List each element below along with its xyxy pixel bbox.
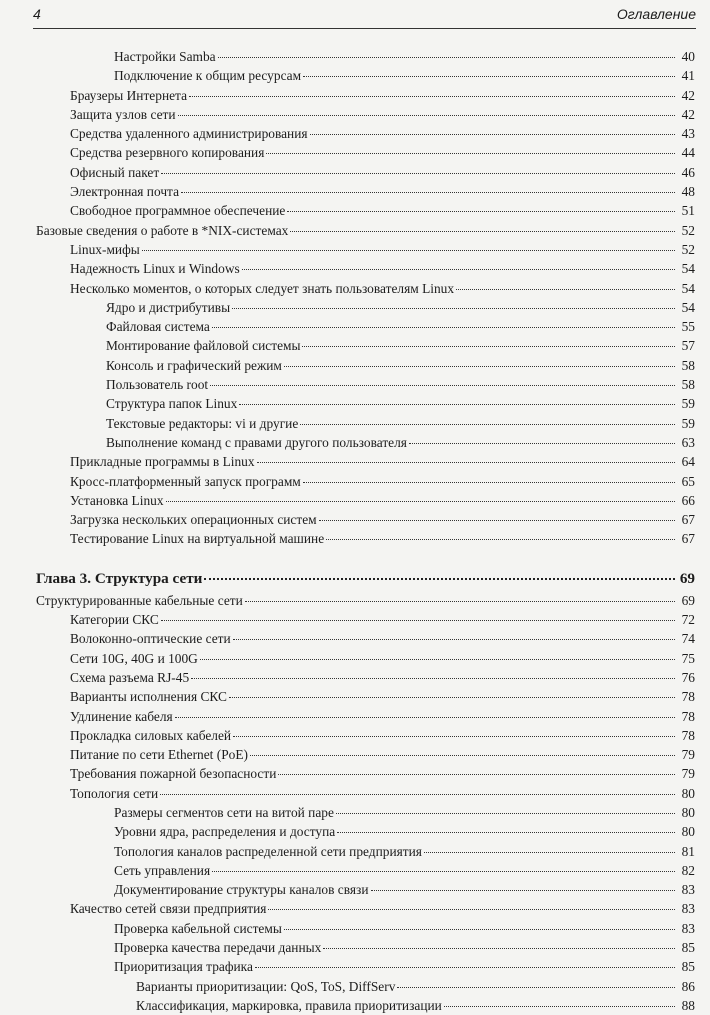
toc-entry-title: Приоритизация трафика [114,959,253,975]
dot-leader [181,192,675,193]
toc-entry[interactable] [36,317,695,336]
dot-leader [302,346,675,347]
toc-entry-page: 65 [681,473,695,489]
dot-leader [287,211,675,212]
dot-leader [218,57,675,58]
toc-entry[interactable] [36,336,695,355]
toc-entry-page: 52 [681,241,695,257]
chapter-page: 69 [679,569,695,587]
toc-entry[interactable] [36,491,695,510]
toc-entry-title: Размеры сегментов сети на витой паре [114,804,334,820]
toc-entry-page: 43 [681,126,695,142]
toc-entry-page: 79 [681,766,695,782]
toc-entry[interactable] [36,124,695,143]
dot-leader [337,832,675,833]
toc-entry-page: 85 [681,959,695,975]
toc-entry[interactable] [36,803,695,822]
dot-leader [336,813,675,814]
toc-section-a [36,47,695,549]
toc-entry-page: 59 [681,396,695,412]
toc-entry-page: 67 [681,512,695,528]
toc-entry-page: 66 [681,492,695,508]
table-of-contents [36,47,695,1015]
toc-entry[interactable] [36,143,695,162]
dot-leader [303,482,675,483]
toc-entry[interactable] [36,375,695,394]
dot-leader [300,424,675,425]
chapter-gap [36,549,695,567]
dot-leader [310,134,675,135]
dot-leader [161,173,675,174]
dot-leader [245,601,675,602]
dot-leader [326,539,675,540]
dot-leader [319,520,675,521]
toc-entry-title: Тестирование Linux на виртуальной машине [70,531,325,547]
dot-leader [371,890,675,891]
toc-entry-title: Требования пожарной безопасности [70,766,277,782]
toc-entry-page: 83 [681,901,695,917]
toc-entry-page: 54 [681,261,695,277]
dot-leader [239,404,675,405]
toc-entry-page: 51 [681,203,695,219]
dot-leader [212,327,675,328]
toc-entry[interactable] [36,452,695,471]
toc-entry[interactable] [36,394,695,413]
toc-entry-title: Защита узлов сети [70,106,176,122]
dot-leader [242,269,675,270]
toc-entry[interactable] [36,784,695,803]
toc-entry-title: Свободное программное обеспечение [70,203,286,219]
dot-leader [266,153,675,154]
toc-entry-title: Волоконно-оптические сети [70,631,231,647]
toc-entry[interactable] [36,687,695,706]
toc-entry-page: 54 [681,299,695,315]
toc-entry-page: 40 [681,49,695,64]
dot-leader [233,639,675,640]
dot-leader [257,462,675,463]
toc-entry-title: Питание по сети Ethernet (PoE) [70,747,248,763]
toc-entry-page: 58 [681,357,695,373]
toc-entry-title: Документирование структуры каналов связи [114,882,369,898]
toc-entry[interactable] [36,472,695,491]
chapter-title: Глава 3. Структура сети [36,569,203,587]
toc-entry-title: Прикладные программы в Linux [70,454,255,470]
dot-leader [268,909,675,910]
toc-entry[interactable] [36,668,695,687]
dot-leader [210,385,675,386]
toc-entry-title: Надежность Linux и Windows [70,261,240,277]
running-title: Оглавление [616,6,696,22]
toc-entry[interactable] [36,842,695,861]
toc-entry[interactable] [36,977,695,996]
toc-entry[interactable] [36,745,695,764]
toc-entry[interactable] [36,201,695,220]
toc-entry[interactable] [36,629,695,648]
toc-entry-page: 83 [681,882,695,898]
toc-entry-title: Варианты приоритизации: QoS, ToS, DiffServ [136,978,396,994]
toc-entry[interactable] [36,529,695,548]
dot-leader [409,443,675,444]
toc-entry[interactable] [36,279,695,298]
toc-entry[interactable] [36,610,695,629]
toc-entry-title: Linux-мифы [70,241,140,257]
toc-entry[interactable] [36,649,695,668]
toc-entry-page: 80 [681,785,695,801]
toc-entry[interactable] [36,764,695,783]
toc-entry-page: 48 [681,184,695,200]
toc-entry-title: Сети 10G, 40G и 100G [70,650,198,666]
dot-leader [175,717,675,718]
toc-entry-title: Уровни ядра, распределения и доступа [114,824,336,840]
toc-entry[interactable] [36,182,695,201]
toc-entry-page: 63 [681,434,695,450]
dot-leader [191,678,675,679]
toc-entry-page: 75 [681,650,695,666]
dot-leader [142,250,675,251]
toc-entry-title: Установка Linux [70,492,164,508]
toc-entry-title: Файловая система [106,319,210,335]
toc-entry-page: 58 [681,377,695,393]
toc-entry-page: 79 [681,747,695,763]
dot-leader [232,308,675,309]
toc-entry-title: Текстовые редакторы: vi и другие [106,415,299,431]
dot-leader [212,871,675,872]
toc-entry-page: 81 [681,843,695,859]
dot-leader [166,501,675,502]
toc-entry-title: Монтирование файловой системы [106,338,301,354]
toc-entry-title: Варианты исполнения СКС [70,689,227,705]
toc-entry-page: 42 [681,106,695,122]
dot-leader [178,115,675,116]
toc-entry-page: 83 [681,920,695,936]
dot-leader [229,697,675,698]
toc-entry[interactable] [36,880,695,899]
toc-section-b [36,591,695,1015]
toc-entry[interactable] [36,861,695,880]
dot-leader [189,96,675,97]
toc-entry[interactable] [36,899,695,918]
toc-entry-title: Сеть управления [114,862,211,878]
toc-entry-page: 42 [681,87,695,103]
toc-entry[interactable] [36,822,695,841]
toc-entry-title: Проверка качества передачи данных [114,940,322,956]
toc-entry-title: Настройки Samba [114,49,216,64]
toc-entry-page: 67 [681,531,695,547]
toc-entry[interactable] [36,259,695,278]
toc-entry-title: Удлинение кабеля [70,708,173,724]
toc-entry[interactable] [36,938,695,957]
toc-entry-title: Средства резервного копирования [70,145,265,161]
toc-entry[interactable] [36,414,695,433]
toc-entry[interactable] [36,86,695,105]
toc-entry-page: 78 [681,689,695,705]
toc-chapter-entry[interactable] [36,567,695,591]
toc-entry-page: 72 [681,612,695,628]
toc-entry-title: Схема разъема RJ-45 [70,669,190,685]
toc-entry[interactable] [36,707,695,726]
toc-entry-title: Качество сетей связи предприятия [70,901,267,917]
toc-entry[interactable] [36,356,695,375]
toc-entry-page: 57 [681,338,695,354]
toc-entry-page: 82 [681,862,695,878]
toc-entry-title: Категории СКС [70,612,159,628]
dot-leader [250,755,675,756]
toc-entry[interactable] [36,919,695,938]
toc-entry-page: 86 [681,978,695,994]
toc-entry[interactable] [36,221,695,240]
dot-leader [233,736,675,737]
toc-entry-page: 80 [681,804,695,820]
toc-entry-title: Топология сети [70,785,159,801]
toc-entry-page: 74 [681,631,695,647]
toc-entry-page: 80 [681,824,695,840]
toc-entry-page: 52 [681,222,695,238]
toc-entry-title: Кросс-платформенный запуск программ [70,473,301,489]
toc-entry[interactable] [36,957,695,976]
toc-entry-page: 64 [681,454,695,470]
dot-leader [284,929,675,930]
toc-entry[interactable] [36,105,695,124]
toc-entry[interactable] [36,66,695,85]
toc-entry-title: Ядро и дистрибутивы [106,299,231,315]
dot-leader [456,289,675,290]
toc-entry-page: 78 [681,708,695,724]
toc-entry[interactable] [36,298,695,317]
dot-leader [290,231,675,232]
toc-entry-title: Базовые сведения о работе в *NIX-системах [36,222,289,238]
dot-leader [255,967,675,968]
dot-leader [200,659,675,660]
dot-leader [278,774,675,775]
toc-entry-title: Подключение к общим ресурсам [114,68,302,84]
dot-leader [160,794,675,795]
toc-entry-title: Несколько моментов, о которых следует знать пользователям Linux [70,280,455,296]
toc-entry-page: 59 [681,415,695,431]
toc-entry-title: Пользователь root [106,377,209,393]
toc-entry-title: Офисный пакет [70,164,160,180]
toc-entry[interactable] [36,240,695,259]
toc-entry-page: 76 [681,669,695,685]
dot-leader [444,1006,675,1007]
dot-leader [424,852,675,853]
toc-entry-page: 54 [681,280,695,296]
toc-entry-title: Прокладка силовых кабелей [70,727,232,743]
toc-entry-page: 88 [681,997,695,1013]
toc-entry-page: 55 [681,319,695,335]
toc-entry[interactable] [36,47,695,66]
toc-entry-title: Топология каналов распределенной сети предприятия [114,843,422,859]
toc-entry-page: 41 [681,68,695,84]
dot-leader [397,987,675,988]
toc-entry-title: Электронная почта [70,184,180,200]
toc-entry-title: Средства удаленного администрирования [70,126,308,142]
toc-entry-title: Структура папок Linux [106,396,238,412]
toc-entry[interactable] [36,726,695,745]
dot-leader [204,578,675,580]
toc-entry-title: Проверка кабельной системы [114,920,282,936]
toc-entry-title: Классификация, маркировка, правила приоритизации [136,997,442,1013]
toc-entry-title: Консоль и графический режим [106,357,282,373]
toc-entry-page: 44 [681,145,695,161]
page-number: 4 [33,6,41,22]
toc-entry-title: Загрузка нескольких операционных систем [70,512,317,528]
dot-leader [284,366,675,367]
toc-entry-page: 69 [681,592,695,608]
toc-entry-title: Структурированные кабельные сети [36,592,243,608]
page-header [33,6,696,29]
dot-leader [161,620,675,621]
toc-entry-page: 85 [681,940,695,956]
dot-leader [323,948,675,949]
toc-entry[interactable] [36,510,695,529]
toc-entry-page: 46 [681,164,695,180]
toc-entry-page: 78 [681,727,695,743]
toc-entry-title: Браузеры Интернета [70,87,188,103]
toc-entry-title: Выполнение команд с правами другого пользователя [106,434,407,450]
toc-entry[interactable] [36,433,695,452]
toc-entry[interactable] [36,591,695,610]
toc-entry[interactable] [36,163,695,182]
dot-leader [303,76,675,77]
toc-entry[interactable] [36,996,695,1015]
